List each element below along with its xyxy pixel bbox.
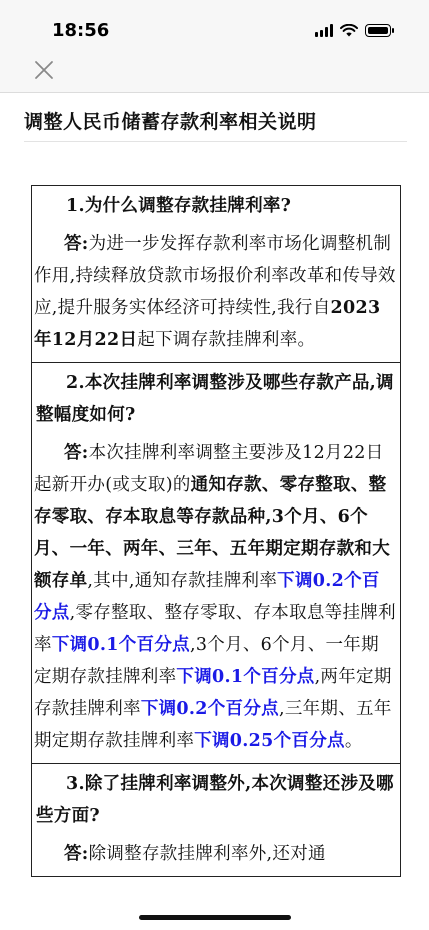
nav-bar <box>0 60 429 93</box>
answer-text-run: 起下调存款挂牌利率。 <box>137 330 316 350</box>
close-icon[interactable] <box>30 60 58 88</box>
status-time: 18:56 <box>52 20 110 41</box>
answer <box>32 435 400 757</box>
answer-text-run: 下调0.25个百分点 <box>194 731 345 751</box>
battery-icon <box>365 24 391 37</box>
answer-text-run: 答: <box>64 234 89 254</box>
answer-text-run: ,三年期、五年期定期存款挂牌利率 <box>34 699 392 751</box>
wifi-icon <box>340 24 358 37</box>
qa-section <box>32 363 400 764</box>
answer-text-run: 本次挂牌利率调整主要涉及12月22日起新开办(或支取)的 <box>34 443 384 495</box>
qa-section <box>32 764 400 876</box>
document <box>0 93 429 930</box>
qa-section <box>32 186 400 363</box>
answer <box>32 836 400 870</box>
answer-text-run: ,零存整取、整存零取、存本取息等挂牌利率 <box>34 603 396 655</box>
cellular-signal-icon <box>315 24 333 37</box>
answer-text-run: ,两年定期存款挂牌利率 <box>34 667 392 719</box>
answer-text-run: 通知存款、零存整取、整存零取、存本取息等存款品种,3个月、6个月、一年、两年、三年、五年期定期存款和大额存单 <box>34 475 390 591</box>
answer-text-run: 下调0.1个百分点 <box>51 635 190 655</box>
answer-text-run: 为进一步发挥存款利率市场化调整机制作用,持续释放贷款市场报价利率改革和传导效应,提升服务实体经济可持续性,我行自 <box>34 234 396 318</box>
question: 1.为什么调整存款挂牌利率? <box>66 196 292 216</box>
answer-text-run: ,3个月、6个月、一年期定期存款挂牌利率 <box>34 635 379 687</box>
page-title: 调整人民币储蓄存款利率相关说明 <box>24 111 317 133</box>
answer-text-run: ,其中, <box>87 571 135 591</box>
question: 3.除了挂牌利率调整外,本次调整还涉及哪些方面? <box>36 774 394 826</box>
answer-text-run: 答: <box>64 443 89 463</box>
answer-text-run: 。 <box>344 731 363 751</box>
answer-text-run: 下调0.2个百分点 <box>140 699 279 719</box>
answer-text-run: 2023年12月22日 <box>34 298 381 350</box>
status-icons <box>315 24 391 37</box>
answer-text-run: 通知存款挂牌利率 <box>134 571 278 591</box>
title-divider <box>24 141 407 142</box>
status-bar <box>0 0 429 60</box>
home-indicator[interactable] <box>139 915 291 920</box>
answer-text-run: 下调0.1个百分点 <box>176 667 315 687</box>
answer-text-run: 除调整存款挂牌利率外,还对通 <box>88 844 326 864</box>
answer <box>32 226 400 356</box>
answer-text-run: 答: <box>64 844 89 864</box>
qa-table <box>31 185 401 877</box>
question: 2.本次挂牌利率调整涉及哪些存款产品,调整幅度如何? <box>36 373 394 425</box>
answer-text-run: 下调0.2个百分点 <box>34 571 380 623</box>
